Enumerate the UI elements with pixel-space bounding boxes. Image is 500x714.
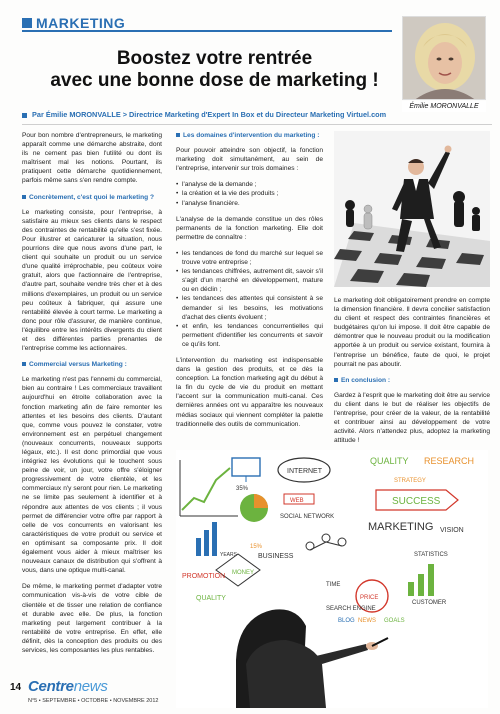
paragraph: Le marketing doit obligatoirement prendre en compte la dimension financière. Il devra concilier satisfaction du client et respect des contraintes financières et budgétaires qu'on lui impose. Il doit être capable de démontrer que le nouveau produit ou la modification apportée à un produit ou service existant, fournira à l'entreprise un bénéfice, faute de quoi, le projet pourrait ne pas aboutir. — [334, 297, 490, 368]
word-web: WEB — [290, 498, 304, 504]
byline-divider — [22, 124, 492, 125]
section-header — [22, 16, 392, 32]
page-number: 14 — [10, 682, 22, 693]
magazine-logo: Centrenews — [28, 678, 108, 695]
word-customer: CUSTOMER — [412, 600, 447, 606]
paragraph: Le marketing n'est pas l'ennemi du commercial, bien au contraire ! Les commerciaux travaillent aujourd'hui en étroite collaboration avec la fonction marketing afin de faire remonter les attentes et les besoins des clients. D'autant que, comme vous pouvez le constater, votre environnement est en perpétuel changement (nouveaux concurrents, nouveaux supports légaux, etc.). Il est donc primordial que vous intégriez les évolutions qui le touchent sous peine de voir, un jour, votre offre s'éloigner progressivement de votre clientèle, et les commerciaux n'y seront pour rien. Le marketing ne se limite pas seulement à identifier et à répondre aux attentes de vos clients ; il vous permet de différencier votre offre par rapport à celle de vos concurrents en valorisant les caractéristiques de votre produit ou service et en optimisant sa composante prix. Il doit également vous aider à mieux maîtriser les nouveaux canaux de distribution qui s'offrent à vous, dans une optique multi-canal. — [22, 376, 162, 575]
word-marketing: MARKETING — [368, 521, 434, 533]
list-item: • les tendances chiffrées, autrement dit, savoir s'il s'agit d'un marché en développement, mature ou en déclin ; — [176, 267, 323, 294]
list-item: • les tendances de fond du marché sur lequel se trouve votre entreprise ; — [176, 249, 323, 267]
domains-list — [176, 180, 323, 207]
word-goals: GOALS — [384, 618, 405, 624]
word-news: NEWS — [358, 618, 376, 624]
label-years: YEARS — [220, 552, 237, 558]
word-time: PROMOTION — [182, 573, 226, 580]
list-item: • la création et la vie des produits ; — [176, 189, 323, 198]
portrait-caption: Émilie MORONVALLE — [402, 101, 486, 112]
page-footer — [10, 674, 310, 710]
paragraph: L'analyse de la demande constitue un des rôles permanents de la fonction marketing. Elle doit permettre de connaître : — [176, 215, 323, 241]
word-search-engine: SEARCH ENGINE — [326, 606, 376, 612]
paragraph: L'intervention du marketing est indispensable dans la gestion des produits, et ce dès la conception. La fonction marketing agit du début à la fin du cycle de vie du produit en mettant l'accent sur la communication multi-canal. Ces dernières années ont vu apparaître les nouveaux médias sociaux qui viennent compléter la palette traditionnelle des outils de communication. — [176, 356, 323, 428]
word-money: MONEY — [232, 570, 255, 576]
paragraph: Pour pouvoir atteindre son objectif, la fonction marketing doit simultanément, au sein de l'entreprise, intervenir sur trois domaines : — [176, 147, 323, 173]
word-research: RESEARCH — [424, 456, 475, 466]
word-internet: INTERNET — [287, 468, 322, 475]
word-price: PRICE — [360, 595, 379, 601]
word-success: SUCCESS — [392, 496, 441, 507]
subheading-domaines: Les domaines d'intervention du marketing : — [176, 131, 323, 140]
paragraph: De même, le marketing permet d'adapter votre communication vis-à-vis de votre cible de clientèle et de tisser une relation de confiance et durable avec elle. De plus, la fonction marketing peut largement contribuer à la rentabilité de votre entreprise. En effet, elle définit, dès la conception des produits ou des services, les composantes les plus rentables. — [22, 583, 162, 654]
word-social-network: SOCIAL NETWORK — [280, 514, 335, 520]
list-item: • les tendances des attentes qui consistent à se demander si les besoins, les motivations d'achat des clients évoluent ; — [176, 294, 323, 321]
label-pct-2: 15% — [250, 544, 263, 550]
column-right — [334, 296, 490, 452]
byline-marker — [22, 113, 27, 118]
subheading-commercial: Commercial versus Marketing : — [22, 360, 162, 369]
author-portrait — [402, 16, 486, 100]
paragraph: Gardez à l'esprit que le marketing doit être au service du client dans le but de réaliser les objectifs de l'entreprise, pour créer de la valeur, de la rentabilité et contribuer ainsi au développement de votre activité. Alors n'attendez plus, adoptez la marketing attitude ! — [334, 391, 490, 445]
article-headline — [22, 48, 407, 92]
column-left — [22, 131, 162, 662]
byline — [22, 110, 492, 120]
word-quality-top: QUALITY — [370, 456, 409, 466]
list-item: • et enfin, les tendances concurrentielles qui permettent d'identifier les concurrents et savoir ce qu'ils font. — [176, 322, 323, 349]
subheading-concretement: Concrètement, c'est quoi le marketing ? — [22, 193, 162, 202]
trends-list — [176, 249, 323, 349]
column-middle — [176, 131, 323, 436]
label-pct-1: 35% — [236, 486, 249, 492]
word-strategy: STRATEGY — [394, 478, 426, 484]
intro-paragraph: Pour bon nombre d'entrepreneurs, le marketing apparaît comme une démarche abstraite, dont ils ne cernent pas bien l'utilité ou dont ils maîtrisent mal les notions. Pourtant, ils pratiquent cette démarche quotidiennement, parfois même sans s'en rendre compte. — [22, 132, 162, 185]
word-quality: QUALITY — [196, 595, 226, 602]
whiteboard-illustration — [176, 450, 488, 708]
section-title: MARKETING — [36, 15, 126, 31]
word-promotion: TIME — [326, 582, 341, 588]
byline-author: Par Émilie MORONVALLE — [32, 110, 121, 119]
headline-line-2: avec une bonne dose de marketing ! — [50, 70, 379, 91]
byline-role: > Directrice Marketing d'Expert In Box et du Directeur Marketing Virtuel.com — [122, 110, 387, 119]
word-business: BUSINESS — [258, 553, 294, 560]
word-statistics: STATISTICS — [414, 552, 448, 558]
chess-businessman-illustration — [334, 131, 490, 287]
word-blog: BLOG — [338, 618, 355, 624]
section-marker — [22, 18, 32, 28]
list-item: • l'analyse de la demande ; — [176, 180, 323, 189]
issue-info: N°5 • SEPTEMBRE • OCTOBRE • NOVEMBRE 2012 — [28, 698, 159, 704]
list-item: • l'analyse financière. — [176, 199, 323, 208]
headline-line-1: Boostez votre rentrée — [116, 48, 313, 69]
word-vision: VISION — [440, 527, 464, 534]
paragraph: Le marketing consiste, pour l'entreprise, à satisfaire au mieux ses clients dans le respect des contraintes de rentabilité qu'elle s'est fixée. Pour illustrer et caricaturer la situation, nous pourrions dire que nous avons d'une part, le client qui souhaite un produit ou un service d'une qualité irréprochable, peu coûteux voire gratuit, alors que l'actionnaire de l'entreprise, d'autre part, souhaite vendre très cher et à des millions d'exemplaires, un produit ou un service peu coûteux à fabriquer, qui assure une rentabilité élevée à court terme. Le marketing a donc pour rôle d'assurer, de manière continue, l'équilibre entre les intérêts divergents du client et des différentes parties prenantes de l'entreprise comme les actionnaires. — [22, 208, 162, 353]
subheading-conclusion: En conclusion : — [334, 376, 490, 385]
